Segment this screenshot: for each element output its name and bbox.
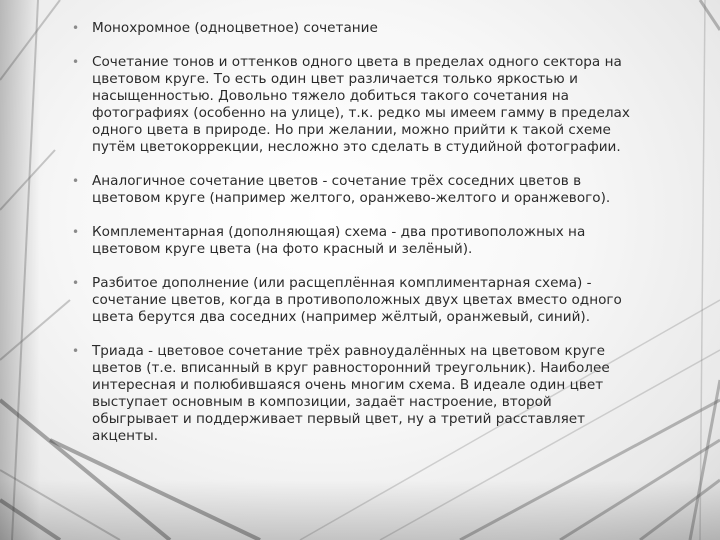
bullet-item-analogous [72,173,632,207]
bullet-text: Сочетание тонов и оттенков одного цвета в пределах одного сектора на цветовом круге. То есть один цвет различается только яркостью и насыщенностью. Довольно тяжело добиться такого сочетания на фотографиях (особенно на улице), т.к. редко мы имеем гамму в пределах одного цвета в природе. Но при желании, можно прийти к такой схеме путём цветокоррекции, несложно это сделать в студийной фотографии. [92,54,630,155]
bullet-marker: • [72,344,80,358]
bullet-marker: • [72,174,80,188]
bullet-item-complementary [72,224,632,258]
bullet-text: Комплементарная (дополняющая) схема - два противоположных на цветовом круге цвета (на фото красный и зелёный). [92,224,586,257]
bullet-item-triad [72,343,632,445]
bullet-text: Аналогичное сочетание цветов - сочетание трёх соседних цветов в цветовом круге (например желтого, оранжево-желтого и оранжевого). [92,173,611,206]
bullet-marker: • [72,55,80,69]
bullet-text: Триада - цветовое сочетание трёх равноудалённых на цветовом круге цветов (т.е. вписанный в круг равносторонний треугольник). Наиболее интересная и полюбившаяся очень многим схема. В идеале один цвет выступает основным в композиции, задаёт настроение, второй обыгрывает и поддерживает первый цвет, ну а третий расставляет акценты. [92,343,610,444]
bullet-list [72,20,632,462]
bullet-marker: • [72,225,80,239]
bullet-marker: • [72,276,80,290]
bullet-item-monochrome [72,20,632,37]
bullet-text: Монохромное (одноцветное) сочетание [92,20,378,36]
bullet-item-tones [72,54,632,156]
bullet-text: Разбитое дополнение (или расщеплённая комплиментарная схема) - сочетание цветов, когда в противоположных двух цветах вместо одного цвета берутся два соседних (например жёлтый, оранжевый, синий). [92,275,622,325]
bullet-item-split-complementary [72,275,632,326]
bullet-marker: • [72,21,80,35]
